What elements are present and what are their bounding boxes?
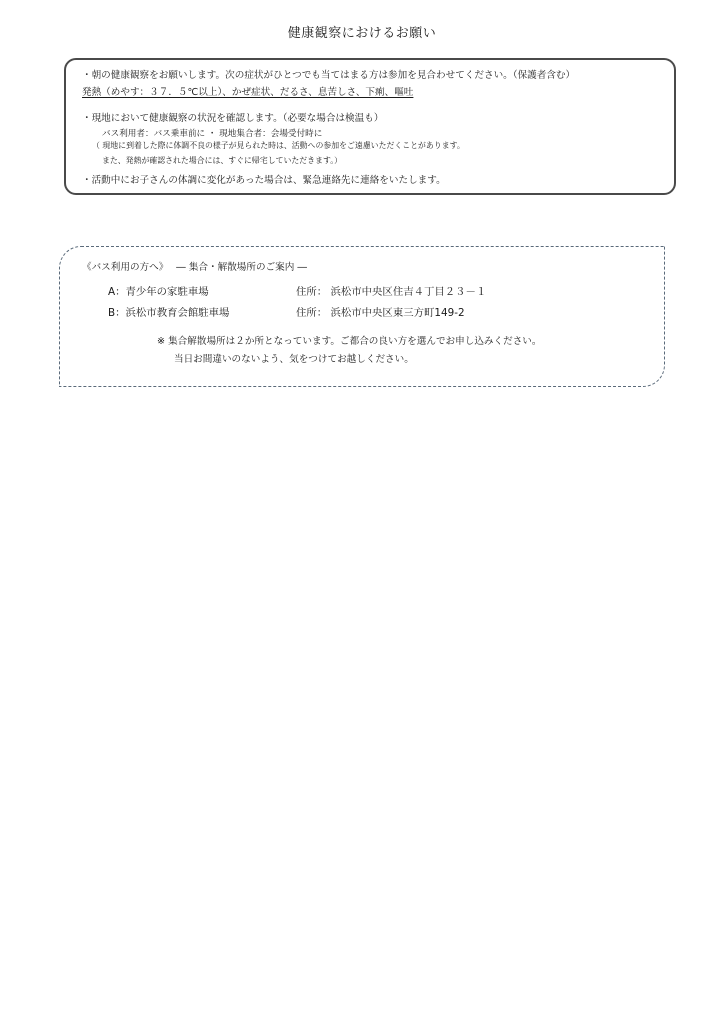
page-title: 健康観察におけるお願い bbox=[287, 26, 437, 41]
notice-line-emergency-contact: ・活動中にお子さんの体調に変化があった場合は、緊急連絡先に連絡をいたします。 bbox=[82, 175, 446, 186]
bus-info-box bbox=[59, 246, 665, 387]
bus-note-careful: 当日お間違いのないよう、気をつけてお越しください。 bbox=[174, 354, 414, 365]
bus-heading: 《バス利用の方へ》 ― 集合・解散場所のご案内 ― bbox=[82, 262, 308, 273]
place-a-name: A：青少年の家駐車場 bbox=[108, 286, 209, 298]
notice-line-fever-return: また、発熱が確認された場合には、すぐに帰宅していただきます。） bbox=[102, 156, 343, 165]
notice-line-check-timing: バス利用者：バス乗車前に ・ 現地集合者：会場受付時に bbox=[102, 129, 323, 139]
place-a-address: 住所： 浜松市中央区住吉４丁目２３－１ bbox=[296, 286, 487, 298]
health-notice-box bbox=[64, 58, 676, 195]
notice-line-onsite-check: ・現地において健康観察の状況を確認します。（必要な場合は検温も） bbox=[82, 113, 384, 124]
notice-line-refusal: （ 現地に到着した際に体調不良の様子が見られた時は、活動への参加をご遠慮いただくことがあります。 bbox=[92, 141, 465, 150]
place-b-address: 住所： 浜松市中央区東三方町149-2 bbox=[296, 307, 465, 319]
notice-line-symptoms: 発熱（めやす：３７．５℃以上）、かぜ症状、だるさ、息苦しさ、下痢、嘔吐 bbox=[82, 87, 414, 98]
notice-line-morning-check: ・朝の健康観察をお願いします。次の症状がひとつでも当てはまる方は参加を見合わせてください。（保護者含む） bbox=[82, 70, 576, 81]
place-b-name: B：浜松市教育会館駐車場 bbox=[108, 307, 230, 319]
bus-note-choose: ※ 集合解散場所は２か所となっています。ご都合の良い方を選んでお申し込みください。 bbox=[157, 336, 542, 347]
